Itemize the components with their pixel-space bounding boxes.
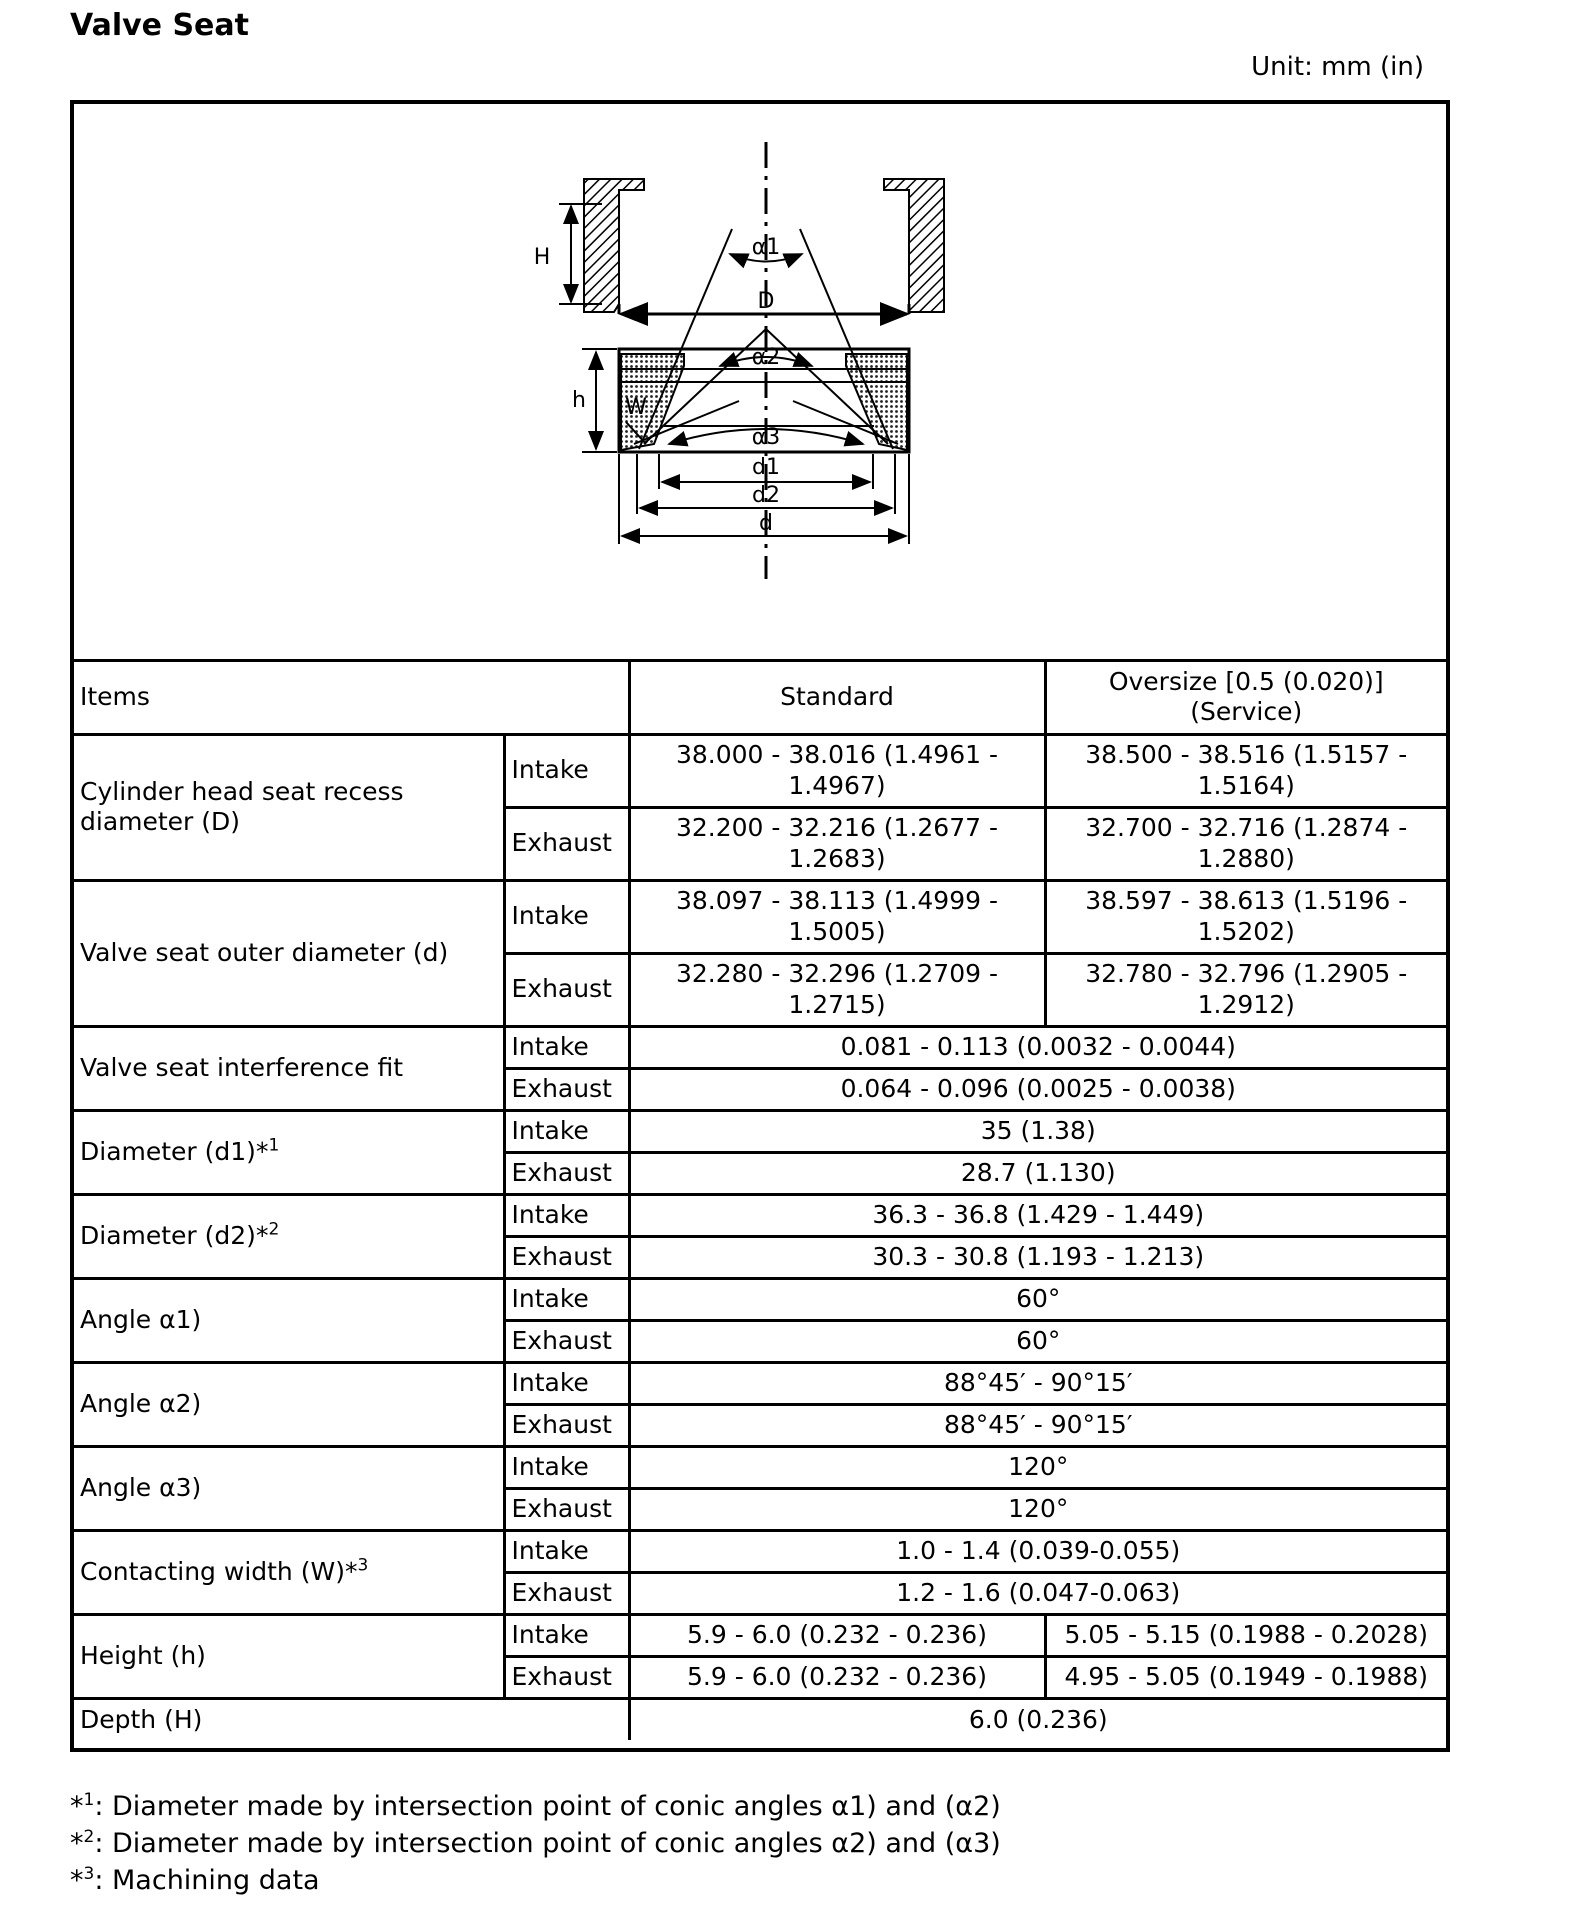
- footnote: *$^1$: Diameter made by intersection point of conic angles α1) and (α2): [70, 1790, 1001, 1822]
- side-label: Exhaust: [504, 1320, 629, 1362]
- cell-value: 32.700 - 32.716 (1.2874 - 1.2880): [1045, 807, 1446, 880]
- side-label: Intake: [504, 1278, 629, 1320]
- side-label: Intake: [504, 734, 629, 807]
- side-label: Exhaust: [504, 1488, 629, 1530]
- side-label: Exhaust: [504, 807, 629, 880]
- side-label: Exhaust: [504, 1236, 629, 1278]
- header-oversize: Oversize [0.5 (0.020)] (Service): [1045, 662, 1446, 734]
- cell-value: 88°45′ - 90°15′: [629, 1362, 1446, 1404]
- cell-value: 30.3 - 30.8 (1.193 - 1.213): [629, 1236, 1446, 1278]
- footnote: *$^3$: Machining data: [70, 1864, 320, 1896]
- label-d2: d2: [752, 483, 780, 508]
- cell-value: 88°45′ - 90°15′: [629, 1404, 1446, 1446]
- table-row: [74, 734, 1446, 807]
- table-row: [74, 1278, 1446, 1320]
- table-row: [74, 880, 1446, 953]
- label-D: D: [757, 289, 775, 314]
- table-row: [74, 1446, 1446, 1488]
- cell-value: 32.200 - 32.216 (1.2677 - 1.2683): [629, 807, 1045, 880]
- cell-value: 35 (1.38): [629, 1110, 1446, 1152]
- side-label: Intake: [504, 1026, 629, 1068]
- row-label: Depth (H): [74, 1698, 629, 1740]
- label-alpha2: α2: [751, 345, 781, 370]
- header-standard: Standard: [629, 662, 1045, 734]
- side-label: Intake: [504, 1362, 629, 1404]
- side-label: Exhaust: [504, 1656, 629, 1698]
- cell-value: 120°: [629, 1488, 1446, 1530]
- cell-value: 5.05 - 5.15 (0.1988 - 0.2028): [1045, 1614, 1446, 1656]
- table-row: [74, 1194, 1446, 1236]
- cell-value: 0.081 - 0.113 (0.0032 - 0.0044): [629, 1026, 1446, 1068]
- cell-value: 38.500 - 38.516 (1.5157 - 1.5164): [1045, 734, 1446, 807]
- row-label: Angle α2): [74, 1362, 504, 1446]
- label-H: H: [533, 245, 551, 270]
- header-items: Items: [74, 662, 629, 734]
- cell-value: 1.2 - 1.6 (0.047-0.063): [629, 1572, 1446, 1614]
- row-label: Valve seat outer diameter (d): [74, 880, 504, 1026]
- side-label: Intake: [504, 1194, 629, 1236]
- label-W: W: [625, 395, 647, 420]
- cell-value: 5.9 - 6.0 (0.232 - 0.236): [629, 1614, 1045, 1656]
- cell-value: 60°: [629, 1278, 1446, 1320]
- valve-seat-diagram: [74, 104, 1446, 662]
- valve-seat-table: [74, 662, 1446, 1740]
- unit-label: Unit: mm (in): [1251, 52, 1424, 82]
- row-label: Diameter (d1)*$^1$: [74, 1110, 504, 1194]
- table-header-row: [74, 662, 1446, 734]
- footnote: *$^2$: Diameter made by intersection point of conic angles α2) and (α3): [70, 1827, 1001, 1859]
- side-label: Intake: [504, 1110, 629, 1152]
- label-alpha3: α3: [751, 425, 781, 450]
- row-label: Cylinder head seat recess diameter (D): [74, 734, 504, 880]
- table-row: [74, 1110, 1446, 1152]
- spec-frame: [70, 100, 1450, 1752]
- label-h: h: [572, 388, 586, 413]
- cylinder-head-left: [584, 179, 644, 312]
- cell-value: 36.3 - 36.8 (1.429 - 1.449): [629, 1194, 1446, 1236]
- label-alpha1: α1: [751, 235, 781, 260]
- row-label: Angle α1): [74, 1278, 504, 1362]
- footnotes: [70, 1788, 1001, 1899]
- row-label: Valve seat interference fit: [74, 1026, 504, 1110]
- table-row: [74, 1698, 1446, 1740]
- label-d: d: [759, 511, 773, 536]
- side-label: Intake: [504, 1446, 629, 1488]
- cell-value: 32.280 - 32.296 (1.2709 - 1.2715): [629, 953, 1045, 1026]
- cell-value: 28.7 (1.130): [629, 1152, 1446, 1194]
- cylinder-head-right: [884, 179, 944, 312]
- valve-seat-drawing: [74, 104, 1446, 659]
- cell-value: 5.9 - 6.0 (0.232 - 0.236): [629, 1656, 1045, 1698]
- cell-value: 120°: [629, 1446, 1446, 1488]
- cell-value: 38.000 - 38.016 (1.4961 - 1.4967): [629, 734, 1045, 807]
- side-label: Exhaust: [504, 1068, 629, 1110]
- side-label: Exhaust: [504, 1152, 629, 1194]
- side-label: Exhaust: [504, 1572, 629, 1614]
- side-label: Exhaust: [504, 953, 629, 1026]
- table-row: [74, 1614, 1446, 1656]
- table-row: [74, 1530, 1446, 1572]
- side-label: Exhaust: [504, 1404, 629, 1446]
- page-title: Valve Seat: [70, 8, 249, 43]
- cell-value: 4.95 - 5.05 (0.1949 - 0.1988): [1045, 1656, 1446, 1698]
- cell-value: 0.064 - 0.096 (0.0025 - 0.0038): [629, 1068, 1446, 1110]
- cell-value: 6.0 (0.236): [629, 1698, 1446, 1740]
- cell-value: 60°: [629, 1320, 1446, 1362]
- cell-value: 38.597 - 38.613 (1.5196 - 1.5202): [1045, 880, 1446, 953]
- table-row: [74, 1026, 1446, 1068]
- cell-value: 32.780 - 32.796 (1.2905 - 1.2912): [1045, 953, 1446, 1026]
- table-row: [74, 1362, 1446, 1404]
- cell-value: 38.097 - 38.113 (1.4999 - 1.5005): [629, 880, 1045, 953]
- side-label: Intake: [504, 880, 629, 953]
- cell-value: 1.0 - 1.4 (0.039-0.055): [629, 1530, 1446, 1572]
- side-label: Intake: [504, 1614, 629, 1656]
- row-label: Angle α3): [74, 1446, 504, 1530]
- side-label: Intake: [504, 1530, 629, 1572]
- label-d1: d1: [752, 455, 780, 480]
- row-label: Height (h): [74, 1614, 504, 1698]
- row-label: Contacting width (W)*$^3$: [74, 1530, 504, 1614]
- row-label: Diameter (d2)*$^2$: [74, 1194, 504, 1278]
